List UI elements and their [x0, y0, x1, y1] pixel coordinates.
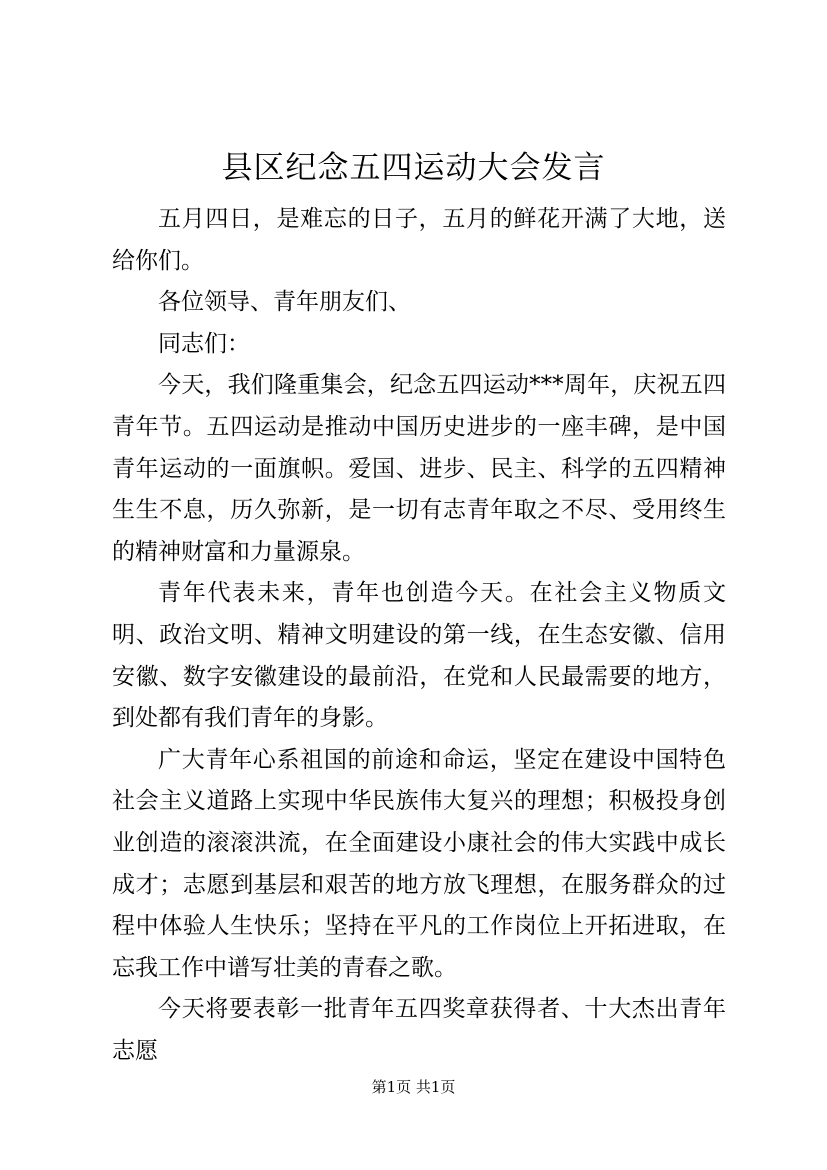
paragraph-youth-future: 青年代表未来，青年也创造今天。在社会主义物质文明、政治文明、精神文明建设的第一线，在生态安徽、信用安徽、数字安徽建设的最前沿，在党和人民最需要的地方，到处都有我们青年的身影。 [112, 580, 726, 732]
document-title: 县区纪念五四运动大会发言 [221, 150, 606, 186]
document-body [112, 199, 726, 1072]
paragraph-salutation-comrades: 同志们： [158, 330, 250, 357]
paragraph-greeting-intro: 五月四日，是难忘的日子，五月的鲜花开满了大地，送给你们。 [112, 206, 726, 274]
paragraph-commemoration: 今天，我们隆重集会，纪念五四运动***周年，庆祝五四青年节。五四运动是推动中国历史进步的一座丰碑，是中国青年运动的一面旗帜。爱国、进步、民主、科学的五四精神生生不息，历久弥新，是一切有志青年取之不尽、受用终生的精神财富和力量源泉。 [112, 372, 726, 565]
paragraph-salutation-leaders: 各位领导、青年朋友们、 [158, 289, 411, 316]
paragraph-youth-ideals: 广大青年心系祖国的前途和命运，坚定在建设中国特色社会主义道路上实现中华民族伟大复兴的理想；积极投身创业创造的滚滚洪流，在全面建设小康社会的伟大实践中成长成才；志愿到基层和艰苦的地方放飞理想，在服务群众的过程中体验人生快乐；坚持在平凡的工作岗位上开拓进取，在忘我工作中谱写壮美的青春之歌。 [112, 746, 726, 981]
page-footer: 第1页 共1页 [371, 1078, 456, 1096]
paragraph-awards: 今天将要表彰一批青年五四奖章获得者、十大杰出青年志愿 [112, 996, 726, 1064]
